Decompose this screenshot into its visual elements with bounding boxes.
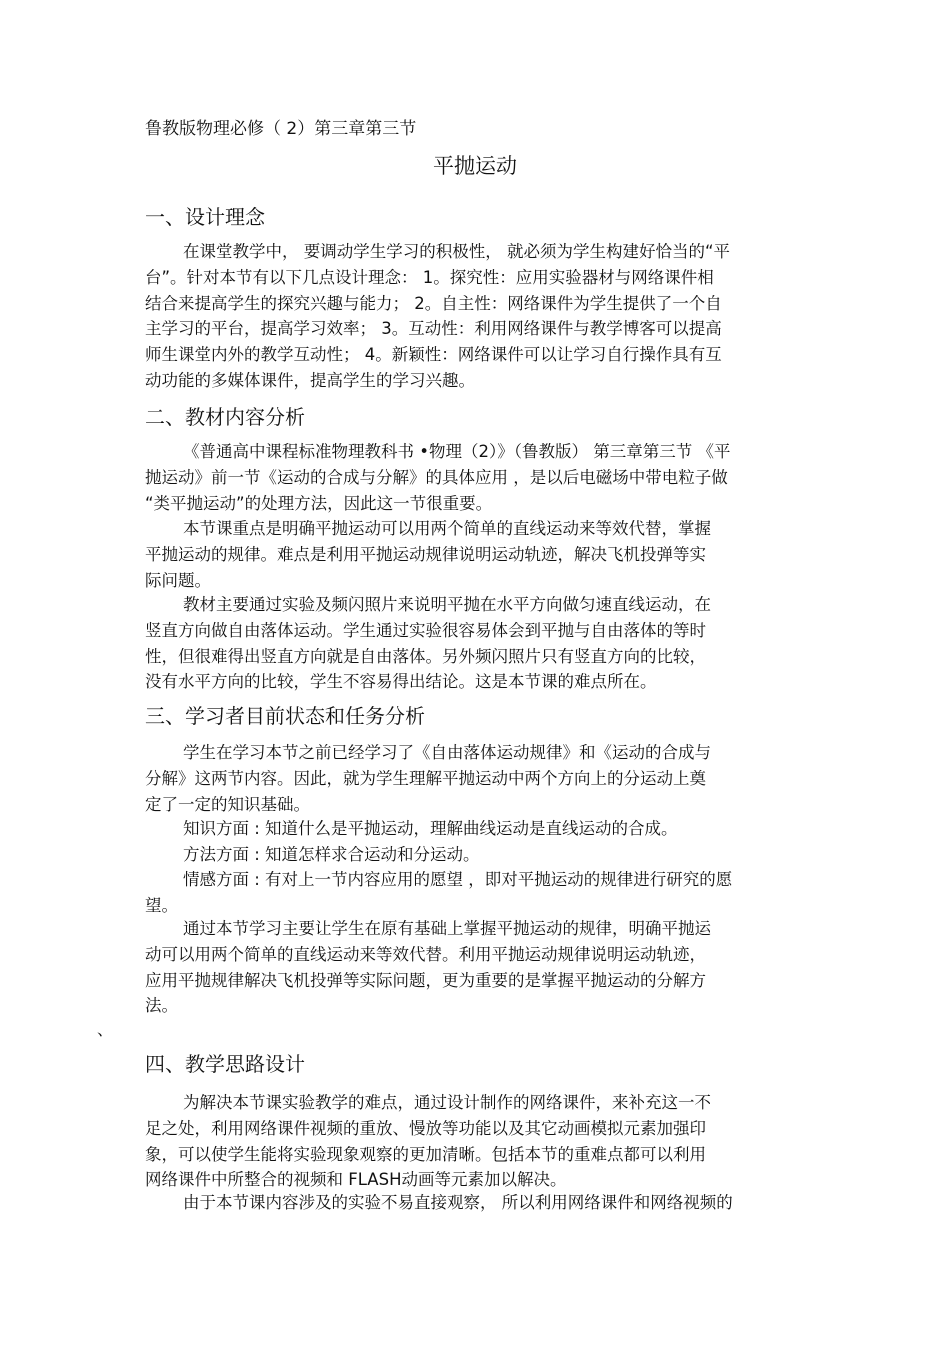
text-line: 学生在学习本节之前已经学习了《自由落体运动规律》和《运动的合成与 — [183, 743, 711, 762]
text-line: 望。 — [145, 895, 178, 915]
text-line: 《普通高中课程标准物理教科书 •物理（2）》（鲁教版） 第三章第三节 《平 — [183, 442, 731, 461]
text-line: 结合来提高学生的探究兴趣与能力； 2。自主性：网络课件为学生提供了一个自 — [145, 293, 722, 313]
text-line: 际问题。 — [145, 570, 211, 590]
text-line: 方法方面 : 知道怎样求合运动和分运动。 — [183, 845, 480, 864]
text-line: 师生课堂内外的教学互动性； 4。新颖性：网络课件可以让学习自行操作具有互 — [145, 345, 722, 365]
text-line: 为解决本节课实验教学的难点，通过设计制作的网络课件，来补充这一不 — [183, 1093, 711, 1112]
paragraph — [145, 916, 795, 1019]
section-heading-content-analysis: 二、教材内容分析 — [145, 405, 305, 429]
text-line: 足之处，利用网络课件视频的重放、慢放等功能以及其它动画模拟元素加强印 — [145, 1118, 706, 1138]
text-line: 象，可以使学生能将实验现象观察的更加清晰。包括本节的重难点都可以利用 — [145, 1144, 706, 1164]
text-line: 本节课重点是明确平抛运动可以用两个简单的直线运动来等效代替，掌握 — [183, 519, 711, 538]
paragraph — [145, 816, 795, 842]
text-line: 知识方面 : 知道什么是平抛运动，理解曲线运动是直线运动的合成。 — [183, 819, 678, 838]
text-line: 定了一定的知识基础。 — [145, 794, 310, 814]
text-line: 平抛运动的规律。难点是利用平抛运动规律说明运动轨迹，解决飞机投弹等实 — [145, 544, 706, 564]
paragraph — [145, 1090, 795, 1193]
section-heading-design-concept: 一、设计理念 — [145, 205, 265, 229]
text-line: 教材主要通过实验及频闪照片来说明平抛在水平方向做匀速直线运动，在 — [183, 595, 711, 614]
text-line: 网络课件中所整合的视频和 FLASH动画等元素加以解决。 — [145, 1170, 567, 1190]
paragraph — [145, 842, 795, 868]
text-line: 竖直方向做自由落体运动。学生通过实验很容易体会到平抛与自由落体的等时 — [145, 620, 706, 640]
text-line: 由于本节课内容涉及的实验不易直接观察， 所以利用网络课件和网络视频的 — [183, 1193, 733, 1212]
paragraph — [145, 740, 795, 817]
paragraph — [145, 239, 795, 394]
text-line: 没有水平方向的比较，学生不容易得出结论。这是本节课的难点所在。 — [145, 672, 657, 692]
text-line: 动可以用两个简单的直线运动来等效代替。利用平抛运动规律说明运动轨迹， — [145, 944, 706, 964]
paragraph — [145, 1190, 795, 1216]
document-subtitle: 鲁教版物理必修（ 2）第三章第三节 — [145, 119, 417, 139]
text-line: 通过本节学习主要让学生在原有基础上掌握平抛运动的规律，明确平抛运 — [183, 919, 711, 938]
paragraph — [145, 867, 795, 919]
section-heading-learner-analysis: 三、学习者目前状态和任务分析 — [145, 704, 425, 728]
stray-mark: 、 — [97, 1020, 114, 1039]
section-heading-teaching-design: 四、教学思路设计 — [145, 1052, 305, 1076]
text-line: 抛运动》前一节《运动的合成与分解》的具体应用 ，是以后电磁场中带电粒子做 — [145, 467, 728, 487]
text-line: “类平抛运动”的处理方法，因此这一节很重要。 — [145, 493, 493, 513]
text-line: 情感方面 : 有对上一节内容应用的愿望 ，即对平抛运动的规律进行研究的愿 — [183, 870, 733, 889]
paragraph — [145, 592, 795, 695]
text-line: 台”。针对本节有以下几点设计理念： 1。探究性：应用实验器材与网络课件相 — [145, 267, 714, 287]
text-line: 应用平抛规律解决飞机投弹等实际问题，更为重要的是掌握平抛运动的分解方 — [145, 970, 706, 990]
text-line: 法。 — [145, 996, 178, 1016]
paragraph — [145, 439, 795, 516]
text-line: 主学习的平台，提高学习效率； 3。互动性：利用网络课件与教学博客可以提高 — [145, 319, 722, 339]
text-line: 分解》这两节内容。因此，就为学生理解平抛运动中两个方向上的分运动上奠 — [145, 768, 706, 788]
paragraph — [145, 516, 795, 593]
document-title: 平抛运动 — [433, 154, 517, 178]
text-line: 性，但很难得出竖直方向就是自由落体。另外频闪照片只有竖直方向的比较， — [145, 646, 706, 666]
text-line: 动功能的多媒体课件，提高学生的学习兴趣。 — [145, 370, 475, 390]
text-line: 在课堂教学中， 要调动学生学习的积极性， 就必须为学生构建好恰当的“平 — [183, 242, 731, 261]
